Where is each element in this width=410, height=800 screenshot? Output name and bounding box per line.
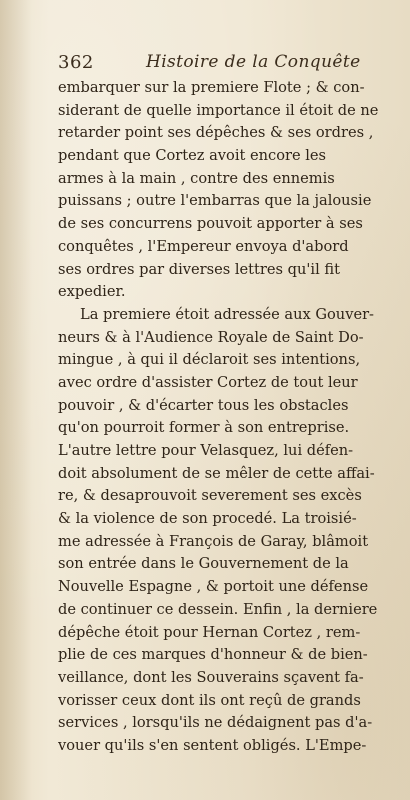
text-line: mingue , à qui il déclaroit ses intentions, [58, 351, 361, 369]
page-number: 362 [58, 52, 94, 73]
text-line: son entrée dans le Gouvernement de la [58, 555, 349, 573]
text-line: pouvoir , & d'écarter tous les obstacles [58, 396, 349, 414]
text-line: qu'on pourroit former à son entreprise. [58, 419, 350, 437]
text-line: armes à la main , contre des ennemis [58, 169, 335, 187]
running-title: Histoire de la Conquête [146, 52, 361, 72]
text-line: siderant de quelle importance il étoit de ne [58, 101, 379, 119]
text-line: ses ordres par diverses lettres qu'il fit [58, 260, 340, 278]
text-line: Nouvelle Espagne , & portoit une défense [58, 578, 369, 596]
text-line: embarquer sur la premiere Flote ; & con- [58, 79, 365, 96]
text-line: veillance, dont les Souverains sçavent fa- [58, 668, 364, 686]
text-line: avec ordre d'assister Cortez de tout leur [58, 373, 358, 391]
text-line: dépêche étoit pour Hernan Cortez , rem- [58, 623, 361, 641]
text-line: doit absolument de se mêler de cette affai- [58, 464, 375, 482]
text-line: de ses concurrens pouvoit apporter à ses [58, 215, 363, 233]
text-line: re, & desaprouvoit severement ses excès [58, 487, 362, 505]
page-gutter-shadow [0, 0, 32, 800]
text-line: plie de ces marques d'honneur & de bien- [58, 646, 368, 664]
text-line: vouer qu'ils s'en sentent obligés. L'Empe- [58, 736, 367, 754]
text-line: neurs & à l'Audience Royale de Saint Do- [58, 328, 364, 346]
text-line: pendant que Cortez avoit encore les [58, 147, 327, 165]
text-line: de continuer ce dessein. Enfin , la derniere [58, 600, 378, 618]
paragraph-first-line: La premiere étoit adressée aux Gouver- [80, 305, 374, 323]
text-line: expedier. [58, 283, 126, 301]
text-line: puissans ; outre l'embarras que la jalousie [58, 192, 372, 210]
text-line: vorisser ceux dont ils ont reçû de grands [58, 691, 361, 709]
page-header [58, 52, 390, 76]
text-line: L'autre lettre pour Velasquez, lui défen- [58, 442, 354, 459]
text-line: retarder point ses dépêches & ses ordres , [58, 124, 374, 142]
text-line: services , lorsqu'ils ne dédaignent pas d'a- [58, 714, 373, 732]
text-line: conquêtes , l'Empereur envoya d'abord [58, 237, 349, 255]
text-line: & la violence de son procedé. La troisié- [58, 510, 357, 528]
body-text [58, 77, 408, 758]
text-line: me adressée à François de Garay, blâmoit [58, 532, 369, 550]
